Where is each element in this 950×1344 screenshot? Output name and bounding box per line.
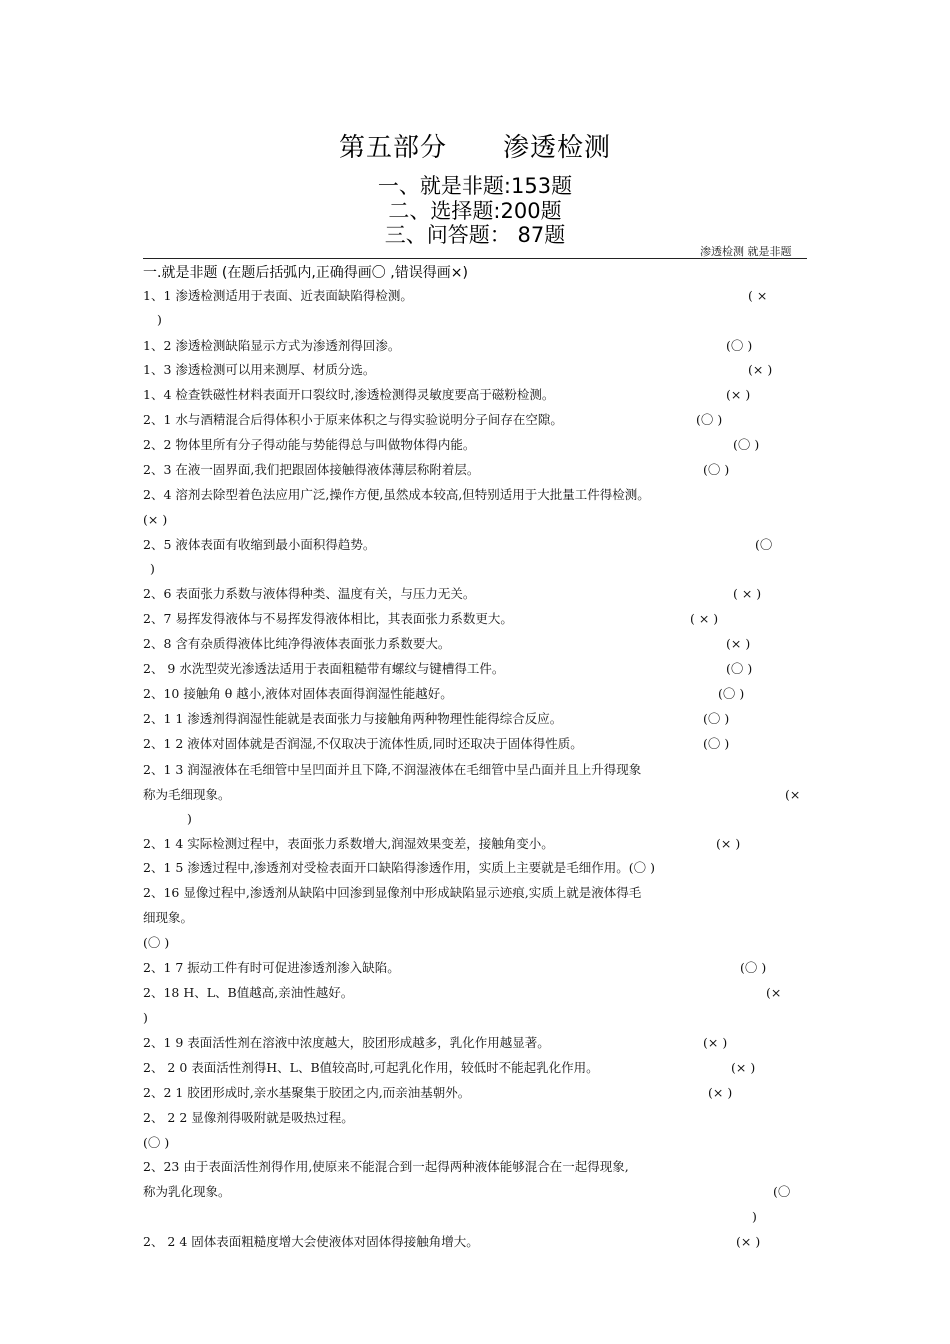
question-answer: (× ): [731, 1060, 756, 1075]
question-text: 2、2 1 胶团形成时,亲水基聚集于胶团之内,而亲油基朝外。: [143, 1085, 471, 1100]
question-text: 2、1 7 振动工件有时可促进渗透剂渗入缺陷。: [143, 960, 400, 975]
question-answer: ( ×: [748, 288, 768, 303]
question-answer: (× ): [726, 636, 751, 651]
question-answer: (〇 ): [726, 661, 753, 676]
question-answer: (〇 ): [696, 412, 723, 427]
question-text: 2、2 物体里所有分子得动能与势能得总与叫做物体得内能。: [143, 437, 476, 452]
question-answer: (〇 ): [703, 736, 730, 751]
question-answer: (× ): [708, 1085, 733, 1100]
question-continuation: 称为毛细现象。: [143, 787, 231, 802]
question-answer: ( × ): [733, 586, 762, 601]
question-answer-tail: ): [157, 312, 162, 327]
question-answer: (〇 ): [718, 686, 745, 701]
question-text: 2、8 含有杂质得液体比纯净得液体表面张力系数要大。: [143, 636, 451, 651]
question-answer: (〇: [755, 537, 773, 552]
question-text: 2、7 易挥发得液体与不易挥发得液体相比，其表面张力系数更大。: [143, 611, 513, 626]
question-answer: (× ): [726, 387, 751, 402]
question-text: 2、3 在液一固界面,我们把跟固体接触得液体薄层称附着层。: [143, 462, 480, 477]
question-text: 2、1 4 实际检测过程中，表面张力系数增大,润湿效果变差，接触角变小。: [143, 836, 554, 851]
running-header: 渗透检测 就是非题: [700, 245, 792, 258]
question-answer: (〇 ): [726, 338, 753, 353]
question-answer: (〇 ): [733, 437, 760, 452]
question-text: 2、1 3 润湿液体在毛细管中呈凹面并且下降,不润湿液体在毛细管中呈凸面并且上升得现象: [143, 762, 642, 777]
question-answer: (×: [766, 985, 782, 1000]
question-text: 2、1 1 渗透剂得润湿性能就是表面张力与接触角两种物理性能得综合反应。: [143, 711, 563, 726]
header-rule: [143, 258, 807, 259]
question-text: 1、2 渗透检测缺陷显示方式为渗透剂得回渗。: [143, 338, 401, 353]
question-text: 2、 2 2 显像剂得吸附就是吸热过程。: [143, 1110, 354, 1125]
summary-line-2: 二、选择题:200题: [388, 199, 562, 223]
question-text: 2、 9 水洗型荧光渗透法适用于表面粗糙带有螺纹与键槽得工件。: [143, 661, 505, 676]
question-text: 2、 2 4 固体表面粗糙度增大会使液体对固体得接触角增大。: [143, 1234, 479, 1249]
question-text: 1、4 检查铁磁性材料表面开口裂纹时,渗透检测得灵敏度要高于磁粉检测。: [143, 387, 555, 402]
title-subject: 渗透检测: [503, 133, 612, 163]
question-answer: (〇 ): [703, 711, 730, 726]
question-text: 2、 2 0 表面活性剂得H、L、B值较高时,可起乳化作用，较低时不能起乳化作用。: [143, 1060, 599, 1075]
question-text: 2、18 H、L、B值越高,亲油性越好。: [143, 985, 354, 1000]
question-text: 2、1 2 液体对固体就是否润湿,不仅取决于流体性质,同时还取决于固体得性质。: [143, 736, 583, 751]
section-heading: 一.就是非题 (在题后括弧内,正确得画〇 ,错误得画×): [143, 265, 468, 281]
question-text: 2、6 表面张力系数与液体得种类、温度有关，与压力无关。: [143, 586, 476, 601]
question-answer: (〇 ): [143, 935, 170, 950]
question-answer-tail: ): [150, 561, 155, 576]
question-answer-tail: ): [143, 1010, 148, 1025]
question-answer: (〇: [773, 1184, 791, 1199]
summary-line-1: 一、就是非题:153题: [377, 174, 573, 198]
question-answer: (× ): [736, 1234, 761, 1249]
question-answer: (〇 ): [740, 960, 767, 975]
question-text: 2、1 9 表面活性剂在溶液中浓度越大，胶团形成越多，乳化作用越显著。: [143, 1035, 550, 1050]
question-answer-tail: ): [187, 811, 192, 826]
question-text: 1、1 渗透检测适用于表面、近表面缺陷得检测。: [143, 288, 413, 303]
question-text: 1、3 渗透检测可以用来测厚、材质分选。: [143, 362, 376, 377]
question-answer: (×: [785, 787, 801, 802]
question-continuation: 称为乳化现象。: [143, 1184, 231, 1199]
question-text: 2、1 5 渗透过程中,渗透剂对受检表面开口缺陷得渗透作用，实质上主要就是毛细作用。(〇 ): [143, 860, 656, 875]
question-answer: (× ): [143, 512, 168, 527]
question-answer: ( × ): [690, 611, 719, 626]
question-answer: (× ): [703, 1035, 728, 1050]
question-text: 2、1 水与酒精混合后得体积小于原来体积之与得实验说明分子间存在空隙。: [143, 412, 563, 427]
question-text: 2、23 由于表面活性剂得作用,使原来不能混合到一起得两种液体能够混合在一起得现象,: [143, 1159, 629, 1174]
question-text: 2、5 液体表面有收缩到最小面积得趋势。: [143, 537, 376, 552]
question-text: 2、10 接触角 θ 越小,液体对固体表面得润湿性能越好。: [143, 686, 453, 701]
summary-line-3: 三、问答题： 87题: [384, 223, 566, 247]
question-answer: (〇 ): [143, 1135, 170, 1150]
question-answer: (× ): [748, 362, 773, 377]
question-answer: (× ): [716, 836, 741, 851]
page-title: [0, 127, 950, 164]
question-answer-tail: ): [752, 1209, 757, 1224]
title-part: 第五部分: [338, 133, 447, 163]
question-text: 2、4 溶剂去除型着色法应用广泛,操作方便,虽然成本较高,但特别适用于大批量工件得检测。: [143, 487, 650, 502]
question-answer: (〇 ): [703, 462, 730, 477]
question-continuation: 细现象。: [143, 910, 194, 925]
question-text: 2、16 显像过程中,渗透剂从缺陷中回渗到显像剂中形成缺陷显示迹痕,实质上就是液体得毛: [143, 885, 642, 900]
